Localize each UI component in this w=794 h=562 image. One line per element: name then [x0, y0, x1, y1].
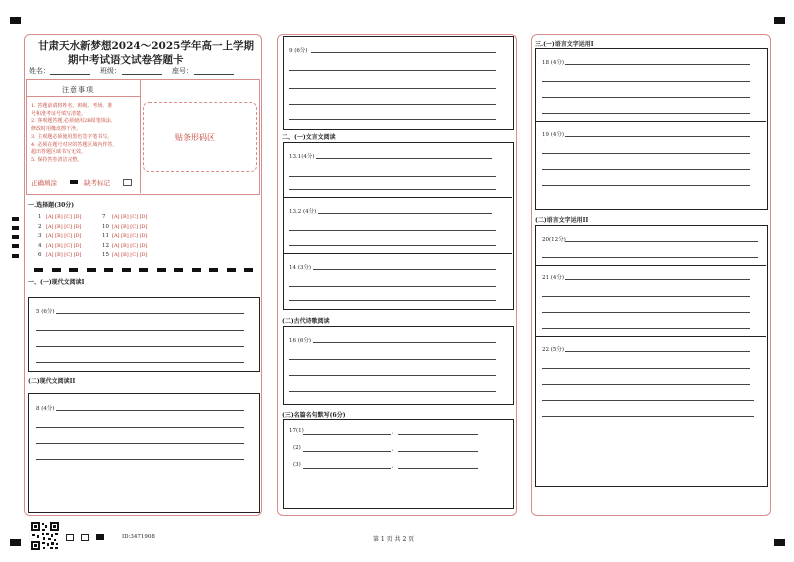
- corner-mark-bottom-left: [10, 539, 21, 546]
- answer-line[interactable]: [56, 410, 244, 411]
- class-label: 班级：: [100, 67, 121, 75]
- barcode-label: 贴条形码区: [175, 133, 215, 142]
- notice-item: 号和准考证号填写清楚。: [31, 110, 87, 117]
- answer-line[interactable]: [542, 312, 750, 313]
- q16-label: 16 (6分): [289, 338, 312, 344]
- answer-line[interactable]: [289, 176, 496, 177]
- notice-item: 超出答题区域书写无效。: [31, 149, 87, 156]
- answer-line[interactable]: [289, 88, 496, 89]
- notice-item: 1. 答题前请将姓名、班级、考场、准: [31, 103, 113, 109]
- timing-mark: [12, 235, 19, 239]
- footer-square-2: [81, 534, 89, 541]
- class-field[interactable]: [122, 74, 162, 75]
- q20-label: 20(12分): [542, 237, 566, 243]
- answer-line[interactable]: [542, 257, 758, 258]
- answer-line[interactable]: [56, 313, 244, 314]
- absent-mark-checkbox[interactable]: [123, 179, 132, 186]
- choice-number: 12: [102, 242, 109, 249]
- answer-line[interactable]: [542, 185, 750, 186]
- answer-line[interactable]: [542, 81, 750, 82]
- answer-line[interactable]: [542, 113, 750, 114]
- answer-line[interactable]: [542, 328, 750, 329]
- timing-mark: [12, 254, 19, 258]
- answer-line[interactable]: [289, 359, 496, 360]
- answer-line[interactable]: [36, 362, 244, 363]
- answer-box-q8[interactable]: [28, 393, 260, 513]
- timing-mark: [12, 226, 19, 230]
- choice-number: 1: [38, 214, 42, 220]
- answer-line[interactable]: [313, 269, 496, 270]
- correct-fill-label: 正确填涂: [31, 179, 57, 187]
- answer-line[interactable]: [289, 230, 496, 231]
- answer-line[interactable]: [36, 346, 244, 347]
- name-field[interactable]: [50, 74, 90, 75]
- answer-line[interactable]: [289, 70, 496, 71]
- answer-line[interactable]: [289, 104, 496, 105]
- answer-line[interactable]: [542, 400, 754, 401]
- choice-options[interactable]: [A] [B] [C] [D]: [46, 242, 82, 249]
- dash-mark: [122, 268, 131, 272]
- dictation-1-label: 17(1): [289, 428, 304, 434]
- timing-mark: [12, 244, 19, 248]
- classical-divider: [283, 253, 512, 254]
- comma: ,: [392, 446, 394, 452]
- section-language-use-1: 三.(一)语言文字运用I: [535, 41, 594, 48]
- dash-mark: [244, 268, 253, 272]
- choice-options[interactable]: [A] [B] [C] [D]: [46, 252, 82, 258]
- choice-section-title: 一.选择题(30分): [28, 202, 75, 209]
- answer-box-q9[interactable]: [283, 36, 514, 130]
- lang1-divider: [535, 121, 766, 122]
- choice-number: 15: [102, 252, 109, 258]
- corner-mark-top-left: [10, 17, 21, 24]
- q21-label: 21 (4分): [542, 275, 565, 281]
- q22-label: 22 (5分): [542, 347, 565, 353]
- notice-title: 注意事项: [62, 86, 94, 94]
- q18-label: 18 (4分): [542, 60, 565, 66]
- answer-line[interactable]: [398, 434, 478, 435]
- q9-label: 9 (6分): [289, 48, 308, 54]
- section-modern-reading-2: (二)现代文阅读II: [28, 378, 76, 385]
- answer-line[interactable]: [542, 169, 750, 170]
- section-modern-reading-1: 一、(一)现代文阅读I: [28, 279, 85, 286]
- answer-line[interactable]: [398, 451, 478, 452]
- name-label: 姓名：: [29, 67, 50, 75]
- dash-mark: [192, 268, 201, 272]
- answer-line[interactable]: [303, 468, 391, 469]
- comma: ,: [392, 463, 394, 469]
- answer-line[interactable]: [289, 391, 496, 392]
- dash-mark: [174, 268, 183, 272]
- lang2-divider: [535, 336, 766, 337]
- answer-line[interactable]: [542, 296, 750, 297]
- dash-mark: [227, 268, 236, 272]
- answer-line[interactable]: [565, 351, 750, 352]
- choice-options[interactable]: [A] [B] [C] [D]: [112, 214, 148, 220]
- timing-mark: [12, 217, 19, 221]
- choice-options[interactable]: [A] [B] [C] [D]: [112, 252, 148, 258]
- choice-options[interactable]: [A] [B] [C] [D]: [112, 233, 148, 239]
- dictation-2-label: (2): [293, 445, 301, 451]
- notice-divider: [140, 79, 141, 193]
- answer-line[interactable]: [318, 213, 492, 214]
- q14-label: 14 (3分): [289, 265, 312, 271]
- answer-line[interactable]: [313, 342, 496, 343]
- notice-item: 5. 保持答卷清洁完整。: [31, 156, 83, 163]
- section-famous-quotes: (三)名篇名句默写(6分): [282, 412, 346, 419]
- answer-line[interactable]: [36, 443, 244, 444]
- answer-line[interactable]: [36, 330, 244, 331]
- corner-mark-top-right: [774, 17, 785, 24]
- q19-label: 19 (4分): [542, 132, 565, 138]
- absent-mark-label: 缺考标记: [84, 179, 110, 187]
- choice-number: 6: [38, 252, 42, 258]
- q5-label: 5 (6分): [36, 309, 55, 315]
- qr-code: [30, 521, 60, 551]
- footer-block: [96, 534, 104, 540]
- answer-line[interactable]: [565, 279, 750, 280]
- answer-line[interactable]: [542, 384, 750, 385]
- section-ancient-poetry: (二)古代诗歌阅读: [282, 318, 330, 325]
- choice-number: 7: [102, 214, 106, 220]
- comma: ,: [392, 429, 394, 435]
- answer-line[interactable]: [36, 427, 244, 428]
- choice-options[interactable]: [A] [B] [C] [D]: [112, 223, 148, 230]
- exam-title-line2: 期中考试语文试卷答题卡: [68, 54, 184, 66]
- answer-box-q16[interactable]: [283, 326, 514, 405]
- footer-square-1: [66, 534, 74, 541]
- section-language-use-2: (二)语言文字运用II: [535, 217, 589, 224]
- choice-options[interactable]: [A] [B] [C] [D]: [46, 214, 82, 220]
- choice-options[interactable]: [A] [B] [C] [D]: [46, 223, 82, 230]
- notice-item: 修改时用橡皮擦干净。: [31, 126, 82, 133]
- notice-item: 2. 客观题答题,必须使用2B铅笔填涂,: [31, 118, 113, 125]
- answer-line[interactable]: [565, 136, 750, 137]
- seat-field[interactable]: [194, 74, 234, 75]
- corner-mark-bottom-right: [774, 539, 785, 546]
- choice-options[interactable]: [A] [B] [C] [D]: [46, 233, 82, 239]
- seat-label: 座号：: [172, 67, 193, 75]
- notice-title-underline: [26, 96, 140, 97]
- choice-options[interactable]: [A] [B] [C] [D]: [112, 242, 148, 249]
- answer-line[interactable]: [565, 64, 750, 65]
- choice-number: 4: [38, 242, 42, 249]
- answer-box-q5[interactable]: [28, 297, 260, 372]
- dash-mark: [104, 268, 113, 272]
- choice-number: 2: [38, 223, 42, 230]
- answer-line[interactable]: [303, 451, 391, 452]
- answer-line[interactable]: [311, 52, 496, 53]
- answer-box-classical[interactable]: [283, 142, 514, 310]
- choice-number: 3: [38, 233, 42, 239]
- choice-number: 10: [102, 223, 109, 230]
- answer-line[interactable]: [316, 158, 492, 159]
- notice-item: 3. 主观题必须使用黑色签字笔书写。: [31, 133, 113, 140]
- answer-line[interactable]: [289, 245, 496, 246]
- answer-line[interactable]: [303, 434, 391, 435]
- dash-mark: [87, 268, 96, 272]
- answer-line[interactable]: [289, 189, 496, 190]
- answer-line[interactable]: [289, 286, 496, 287]
- correct-fill-sample: [70, 180, 78, 184]
- dash-mark: [157, 268, 166, 272]
- dash-mark: [52, 268, 61, 272]
- q8-label: 8 (4分): [36, 406, 55, 412]
- q13-1-label: 13.1(4分): [289, 154, 315, 160]
- dictation-3-label: (3): [293, 462, 301, 468]
- dash-mark: [34, 268, 43, 272]
- answer-line[interactable]: [398, 468, 478, 469]
- page-number: 第 1 页 共 2 页: [373, 536, 415, 543]
- answer-card-id: ID:3471908: [122, 534, 155, 540]
- section-classical-chinese: 二、(一)文言文阅读: [282, 134, 336, 141]
- answer-line[interactable]: [542, 416, 754, 417]
- classical-divider: [283, 197, 512, 198]
- dash-mark: [69, 268, 78, 272]
- answer-line[interactable]: [542, 153, 750, 154]
- answer-line[interactable]: [565, 241, 758, 242]
- answer-line[interactable]: [542, 368, 750, 369]
- answer-box-dictation[interactable]: [283, 419, 514, 509]
- choice-number: 11: [102, 233, 109, 239]
- q13-2-label: 13.2 (4分): [289, 209, 317, 215]
- lang2-divider: [535, 265, 766, 266]
- answer-line[interactable]: [36, 459, 244, 460]
- notice-item: 4. 必须在题号对应的答题区域内作答,: [31, 141, 114, 148]
- answer-line[interactable]: [289, 375, 496, 376]
- answer-line[interactable]: [542, 97, 750, 98]
- dash-mark: [209, 268, 218, 272]
- answer-line[interactable]: [289, 300, 496, 301]
- exam-title-line1: 甘肃天水新梦想2024～2025学年高一上学期: [38, 40, 254, 52]
- answer-line[interactable]: [289, 119, 496, 120]
- dash-mark: [139, 268, 148, 272]
